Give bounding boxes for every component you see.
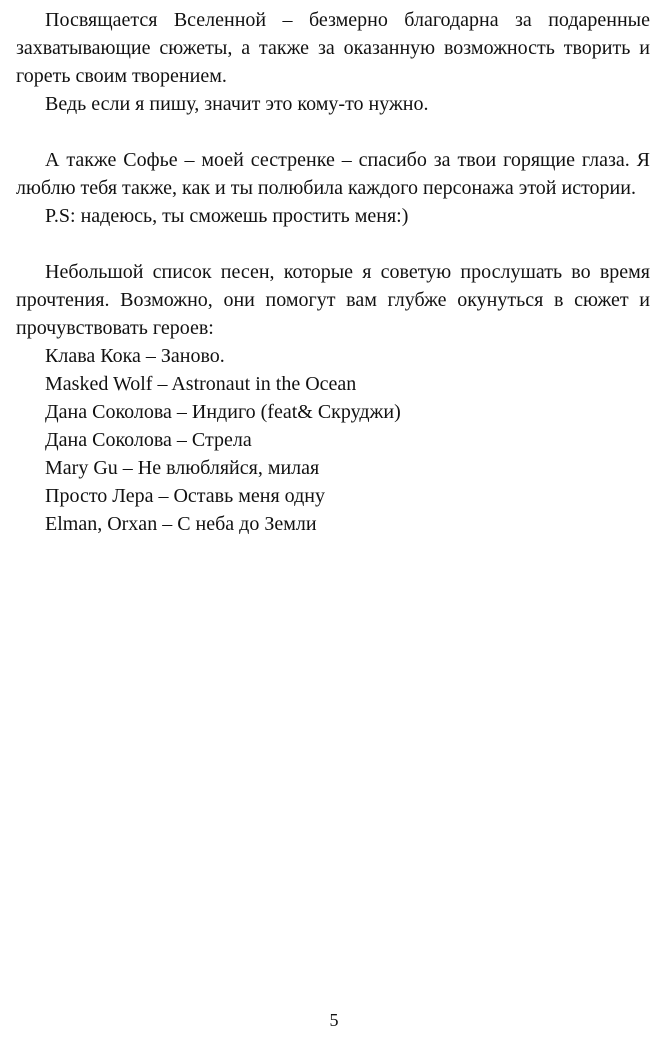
dedication-universe-paragraph: Посвящается Вселенной – безмерно благодарна за подаренные захватывающие сюжеты, а также за оказанную возможность творить и гореть своим творением. — [16, 9, 650, 87]
song-list-item: Просто Лера – Оставь меня одну — [45, 485, 325, 507]
song-list-item: Дана Соколова – Стрела — [45, 429, 252, 451]
page-body — [16, 6, 650, 538]
paragraph-gap — [16, 230, 650, 258]
paragraph-gap — [16, 118, 650, 146]
song-list-item: Клава Кока – Заново. — [45, 345, 225, 367]
dedication-sister-paragraph: А также Софье – моей сестренке – спасибо за твои горящие глаза. Я люблю тебя также, как и ты полюбила каждого персонажа этой истории. — [16, 149, 650, 199]
song-list-item: Дана Соколова – Индиго (feat& Скруджи) — [45, 401, 401, 423]
page-number: 5 — [329, 1010, 339, 1030]
song-list-item: Mary Gu – Не влюбляйся, милая — [45, 457, 320, 479]
song-list-item: Masked Wolf – Astronaut in the Ocean — [45, 373, 357, 395]
song-list-intro-paragraph: Небольшой список песен, которые я советую прослушать во время прочтения. Возможно, они помогут вам глубже окунуться в сюжет и прочувствовать героев: — [16, 261, 650, 339]
dedication-purpose-paragraph: Ведь если я пишу, значит это кому-то нужно. — [45, 93, 429, 115]
song-list-item: Elman, Orxan – С неба до Земли — [45, 513, 317, 535]
song-list — [16, 342, 650, 538]
postscript-paragraph: P.S: надеюсь, ты сможешь простить меня:) — [45, 205, 409, 227]
